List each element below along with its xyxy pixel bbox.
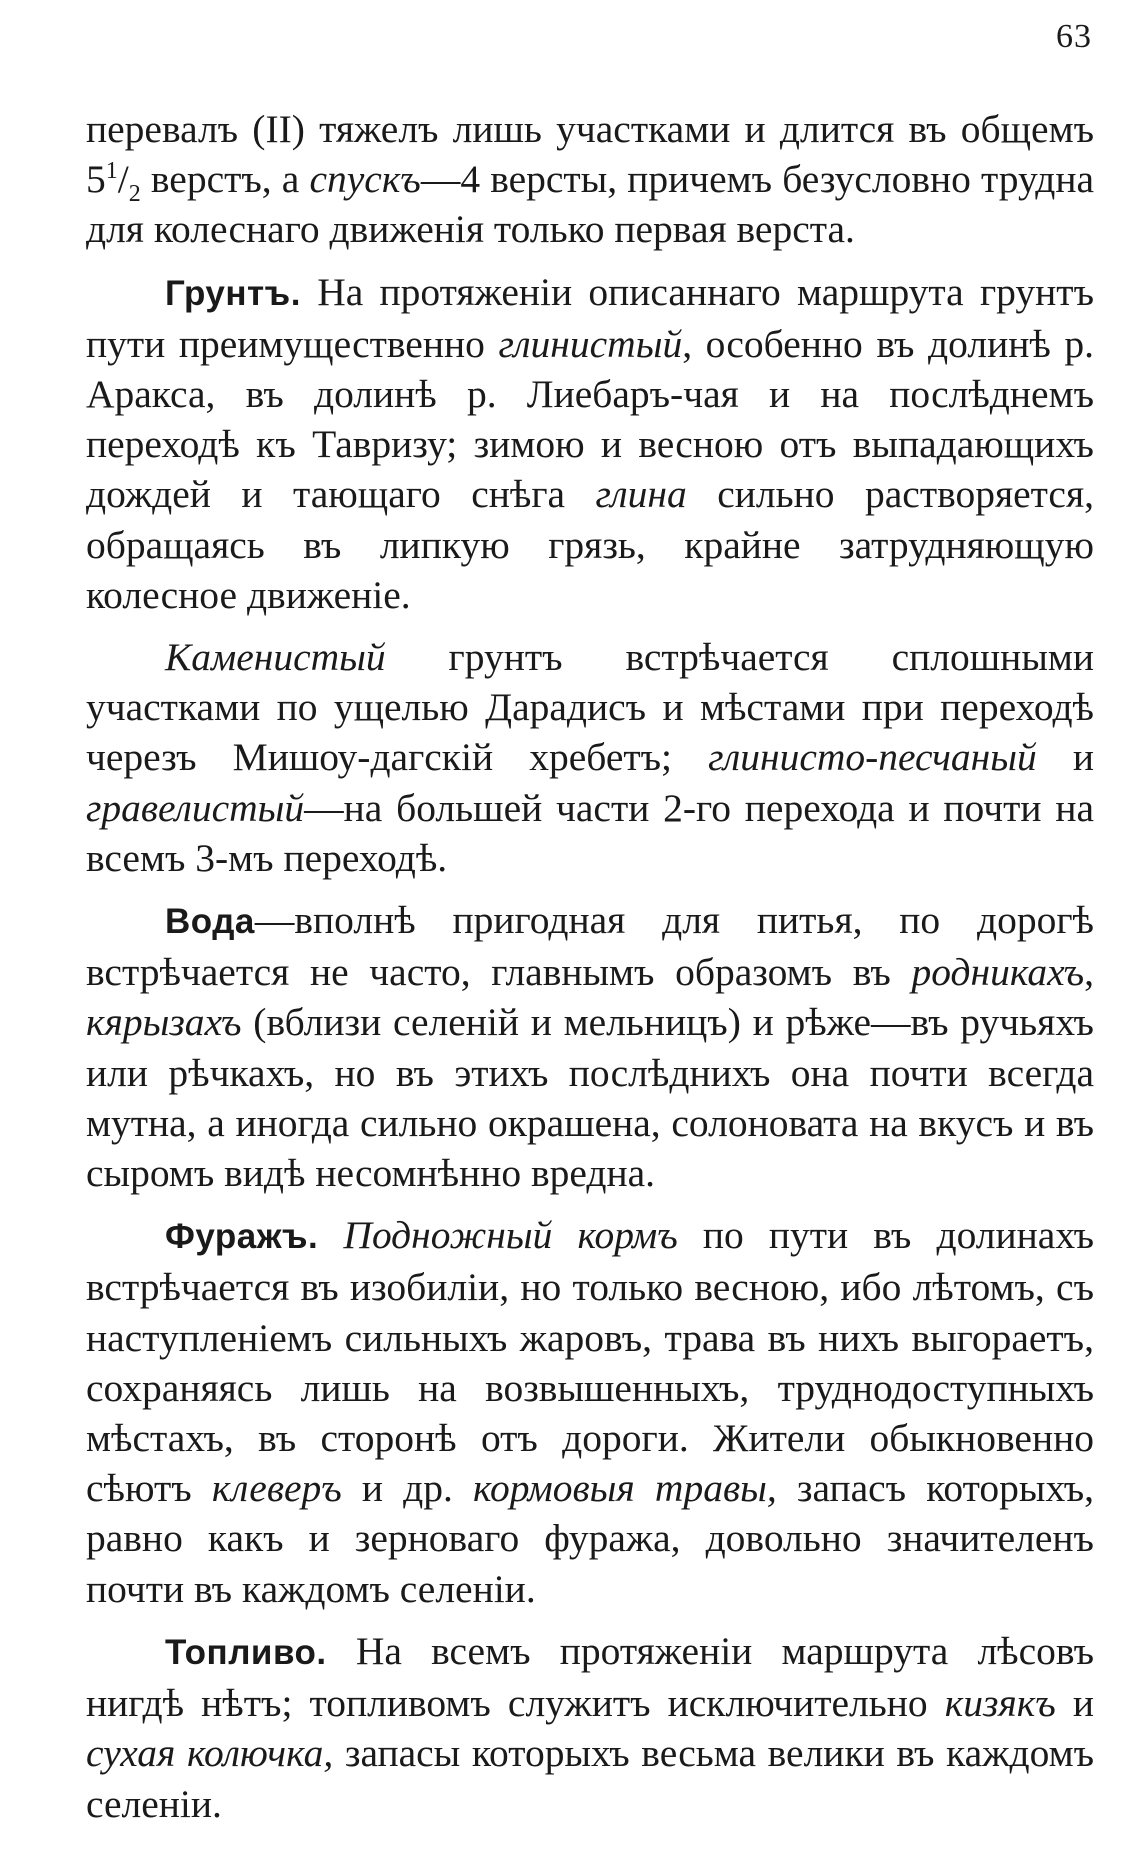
fraction-slash: /: [117, 157, 129, 202]
italic-term: Каменистый: [165, 635, 386, 680]
italic-term: гравелистый: [86, 785, 305, 830]
italic-term: клеверъ: [211, 1466, 342, 1511]
paragraph-forage: [86, 1210, 1094, 1614]
text-run: перевалъ (II) тяжелъ лишь участками и длится въ общемъ 5: [86, 107, 1094, 202]
paragraph-soil: [86, 267, 1094, 620]
text-run: и: [1055, 1681, 1094, 1726]
page-number: 63: [1056, 18, 1092, 55]
italic-term: кормовыя травы,: [473, 1466, 777, 1511]
fraction-denominator: 2: [128, 181, 141, 208]
paragraph-water: [86, 895, 1094, 1198]
text-run: и др.: [341, 1466, 474, 1511]
text-run: ,: [1084, 950, 1094, 995]
italic-term: родникахъ: [911, 950, 1085, 995]
italic-term: кярызахъ: [86, 1000, 242, 1045]
text-run: по пути въ долинахъ встрѣчается въ изобиліи, но только весною, ибо лѣтомъ, съ наступленіемъ сильныхъ жаровъ, трава въ нихъ выгораетъ, сохраняясь лишь на возвышенныхъ, труднодоступныхъ мѣстахъ, въ сторонѣ отъ дороги. Жители обыкновенно сѣютъ: [86, 1213, 1095, 1511]
text-run: [318, 1213, 343, 1257]
section-heading-water: Вода: [165, 902, 255, 942]
text-run: запасы которыхъ весьма велики въ каждомъ селеніи.: [86, 1731, 1094, 1826]
italic-term: глинисто-песчаный: [708, 735, 1037, 780]
italic-term: спускъ: [309, 157, 421, 202]
text-run: грунтъ встрѣчается сплошными участками по ущелью Дарадисъ и мѣстами при переходѣ черезъ Мишоу-дагскій хребетъ;: [86, 635, 1094, 780]
section-heading-forage: Фуражъ.: [165, 1217, 319, 1257]
italic-term: глина: [595, 472, 687, 517]
text-run: запасъ которыхъ, равно какъ и зерноваго фуража, довольно значителенъ почти въ каждомъ селеніи.: [86, 1466, 1094, 1611]
text-run: , особенно въ долинѣ р. Аракса, въ долинѣ р. Лиебаръ-чая и на послѣднемъ переходѣ къ Тавризу; зимою и весною отъ выпадающихъ дождей и тающаго снѣга: [86, 321, 1094, 517]
text-run: —4 версты, причемъ безусловно трудна для колеснаго движенія только первая верста.: [86, 157, 1095, 252]
text-run: На протяженіи описаннаго маршрута грунтъ пути преимущественно: [86, 269, 1094, 366]
text-run: —вполнѣ пригодная для питья, по дорогѣ встрѣчается не часто, главнымъ образомъ въ: [86, 898, 1094, 995]
page-body: [86, 104, 1094, 1841]
text-run: (вблизи селеній и мельницъ) и рѣже—въ ручьяхъ или рѣчкахъ, но въ этихъ послѣднихъ она почти всегда мутна, а иногда сильно окрашена, солоновата на вкусъ и въ сыромъ видѣ несомнѣнно вредна.: [86, 1000, 1094, 1196]
italic-term: кизякъ: [944, 1681, 1056, 1726]
text-run: сильно растворяется, обращаясь въ липкую грязь, крайне затрудняющую колесное движеніе.: [86, 472, 1094, 617]
text-run: —на большей части 2-го перехода и почти на всемъ 3-мъ переходѣ.: [86, 785, 1094, 880]
italic-term: сухая колючка,: [86, 1731, 334, 1776]
section-heading-fuel: Топливо.: [165, 1632, 327, 1672]
section-heading-soil: Грунтъ.: [165, 273, 301, 313]
italic-term: глинистый: [498, 321, 683, 366]
paragraph-pass-descent: [86, 104, 1094, 255]
paragraph-stony-soil: [86, 632, 1094, 883]
text-run: и: [1036, 735, 1095, 780]
text-run: верстъ, а: [140, 157, 310, 202]
text-run: На всемъ протяженіи маршрута лѣсовъ нигдѣ нѣтъ; топливомъ служитъ исключительно: [86, 1628, 1094, 1726]
italic-term: Подножный кормъ: [343, 1213, 678, 1258]
fraction-numerator: 1: [105, 158, 118, 185]
paragraph-fuel: [86, 1626, 1094, 1829]
